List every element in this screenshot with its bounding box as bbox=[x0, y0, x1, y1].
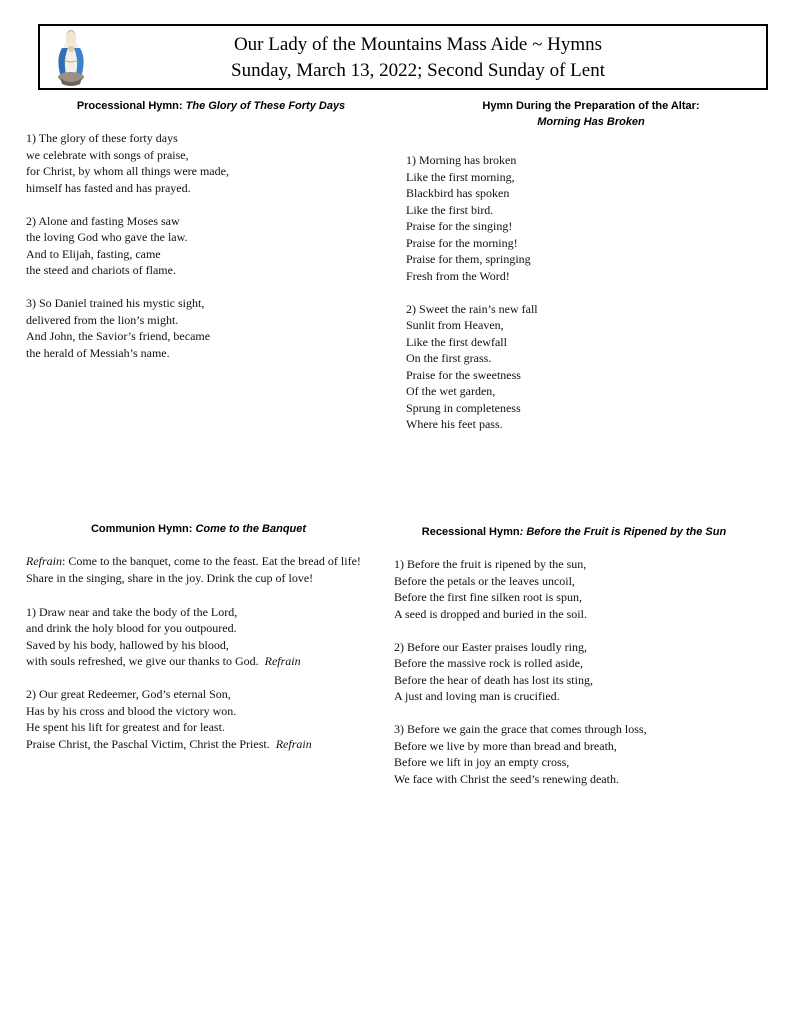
verse-line: Praise for the morning! bbox=[406, 235, 518, 250]
processional-heading bbox=[26, 98, 396, 114]
communion-heading bbox=[26, 521, 371, 537]
verse-line: On the first grass. bbox=[406, 351, 492, 365]
verse-line: the herald of Messiah’s name. bbox=[26, 345, 170, 360]
verse-line: And to Elijah, fasting, came bbox=[26, 246, 161, 261]
page-title: Our Lady of the Mountains Mass Aide ~ Hymns bbox=[233, 34, 603, 55]
verse-line: Praise for them, springing bbox=[406, 252, 531, 266]
communion-verse-2 bbox=[26, 686, 371, 752]
verse-line: Praise for the singing! bbox=[406, 219, 513, 233]
verse-line: 3) Before we gain the grace that comes through loss, bbox=[394, 722, 647, 736]
verse-line: we celebrate with songs of praise, bbox=[26, 147, 189, 162]
refrain-label: Refrain bbox=[26, 554, 62, 568]
verse-line bbox=[26, 736, 371, 753]
header-titles bbox=[40, 32, 766, 84]
communion-refrain bbox=[26, 553, 371, 587]
verse-line: the loving God who gave the law. bbox=[26, 230, 188, 244]
preparation-heading bbox=[406, 98, 776, 130]
verse-line: delivered from the lion’s might. bbox=[26, 312, 179, 327]
verse-line: Before the massive rock is rolled aside, bbox=[394, 656, 583, 670]
verse-line: Sprung in completeness bbox=[406, 400, 521, 415]
verse-line: And John, the Savior’s friend, became bbox=[26, 329, 211, 343]
communion-hymn bbox=[26, 521, 371, 752]
verse-line: A seed is dropped and buried in the soil. bbox=[394, 606, 587, 621]
preparation-verse-2 bbox=[406, 301, 776, 433]
page-header bbox=[38, 24, 768, 90]
verse-line: Before we lift in joy an empty cross, bbox=[394, 755, 570, 769]
verse-line: 2) Sweet the rain’s new fall bbox=[406, 301, 538, 316]
preparation-hymn bbox=[406, 98, 776, 433]
processional-verse-2 bbox=[26, 213, 396, 279]
recessional-heading bbox=[394, 524, 754, 540]
verse-line: and drink the holy blood for you outpoured. bbox=[26, 621, 237, 635]
page-subtitle: Sunday, March 13, 2022; Second Sunday of Lent bbox=[231, 60, 605, 81]
communion-name: Come to the Banquet bbox=[195, 523, 307, 535]
verse-line: himself has fasted and has prayed. bbox=[26, 180, 191, 195]
refrain-tag: Refrain bbox=[264, 654, 301, 668]
preparation-label: Hymn During the Preparation of the Altar: bbox=[482, 100, 700, 112]
processional-label: Processional Hymn: bbox=[76, 100, 186, 112]
verse-line: for Christ, by whom all things were made, bbox=[26, 164, 229, 178]
verse-line: Saved by his body, hallowed by his blood, bbox=[26, 637, 229, 652]
recessional-verse-2 bbox=[394, 639, 754, 705]
verse-line: Before the first fine silken root is spun, bbox=[394, 590, 582, 604]
verse-line: Like the first morning, bbox=[406, 169, 515, 184]
verse-text: with souls refreshed, we give our thanks to God. bbox=[26, 654, 259, 668]
communion-verse-1 bbox=[26, 604, 371, 670]
verse-line: Of the wet garden, bbox=[406, 384, 496, 398]
verse-line: Where his feet pass. bbox=[406, 417, 503, 431]
verse-line: 2) Before our Easter praises loudly ring, bbox=[394, 639, 587, 654]
recessional-label: Recessional Hymn bbox=[421, 526, 520, 538]
recessional-name: : Before the Fruit is Ripened by the Sun bbox=[519, 526, 727, 538]
verse-line: We face with Christ the seed’s renewing death. bbox=[394, 771, 619, 786]
refrain-tag: Refrain bbox=[275, 736, 312, 751]
refrain-text: : Come to the banquet, come to the feast. Eat the bread of life! Share in the singing, share in the joy. Drink the cup of love! bbox=[26, 554, 361, 585]
verse-line: Before the petals or the leaves uncoil, bbox=[394, 573, 575, 588]
verse-line: 1) The glory of these forty days bbox=[26, 131, 178, 145]
verse-line: 1) Before the fruit is ripened by the sun, bbox=[394, 557, 587, 571]
recessional-verse-1 bbox=[394, 556, 754, 622]
processional-verse-3 bbox=[26, 295, 396, 361]
preparation-verse-1 bbox=[406, 152, 776, 284]
processional-verse-1 bbox=[26, 130, 396, 196]
verse-line: Before the hear of death has lost its sting, bbox=[394, 672, 593, 687]
verse-text: Praise Christ, the Paschal Victim, Christ the Priest. bbox=[26, 736, 270, 751]
verse-line: 1) Draw near and take the body of the Lord, bbox=[26, 604, 238, 619]
verse-line: Blackbird has spoken bbox=[406, 186, 510, 200]
recessional-verse-3 bbox=[394, 721, 754, 787]
verse-line: A just and loving man is crucified. bbox=[394, 689, 560, 703]
verse-line: 2) Our great Redeemer, God’s eternal Son, bbox=[26, 687, 231, 701]
recessional-hymn bbox=[394, 524, 754, 787]
verse-line: the steed and chariots of flame. bbox=[26, 263, 176, 277]
verse-line bbox=[26, 653, 371, 670]
verse-line: Has by his cross and blood the victory won. bbox=[26, 703, 237, 718]
processional-name: The Glory of These Forty Days bbox=[185, 100, 346, 112]
verse-line: He spent his lift for greatest and for least. bbox=[26, 720, 225, 734]
verse-line: Like the first dewfall bbox=[406, 334, 507, 349]
verse-line: Sunlit from Heaven, bbox=[406, 318, 504, 332]
preparation-name: Morning Has Broken bbox=[537, 116, 645, 128]
verse-line: 1) Morning has broken bbox=[406, 153, 517, 167]
verse-line: Before we live by more than bread and breath, bbox=[394, 738, 617, 753]
verse-line: 3) So Daniel trained his mystic sight, bbox=[26, 296, 205, 310]
verse-line: Fresh from the Word! bbox=[406, 268, 510, 283]
processional-hymn bbox=[26, 98, 396, 361]
verse-line: Praise for the sweetness bbox=[406, 367, 521, 382]
communion-label: Communion Hymn: bbox=[90, 523, 196, 535]
verse-line: Like the first bird. bbox=[406, 202, 494, 217]
verse-line: 2) Alone and fasting Moses saw bbox=[26, 213, 180, 228]
